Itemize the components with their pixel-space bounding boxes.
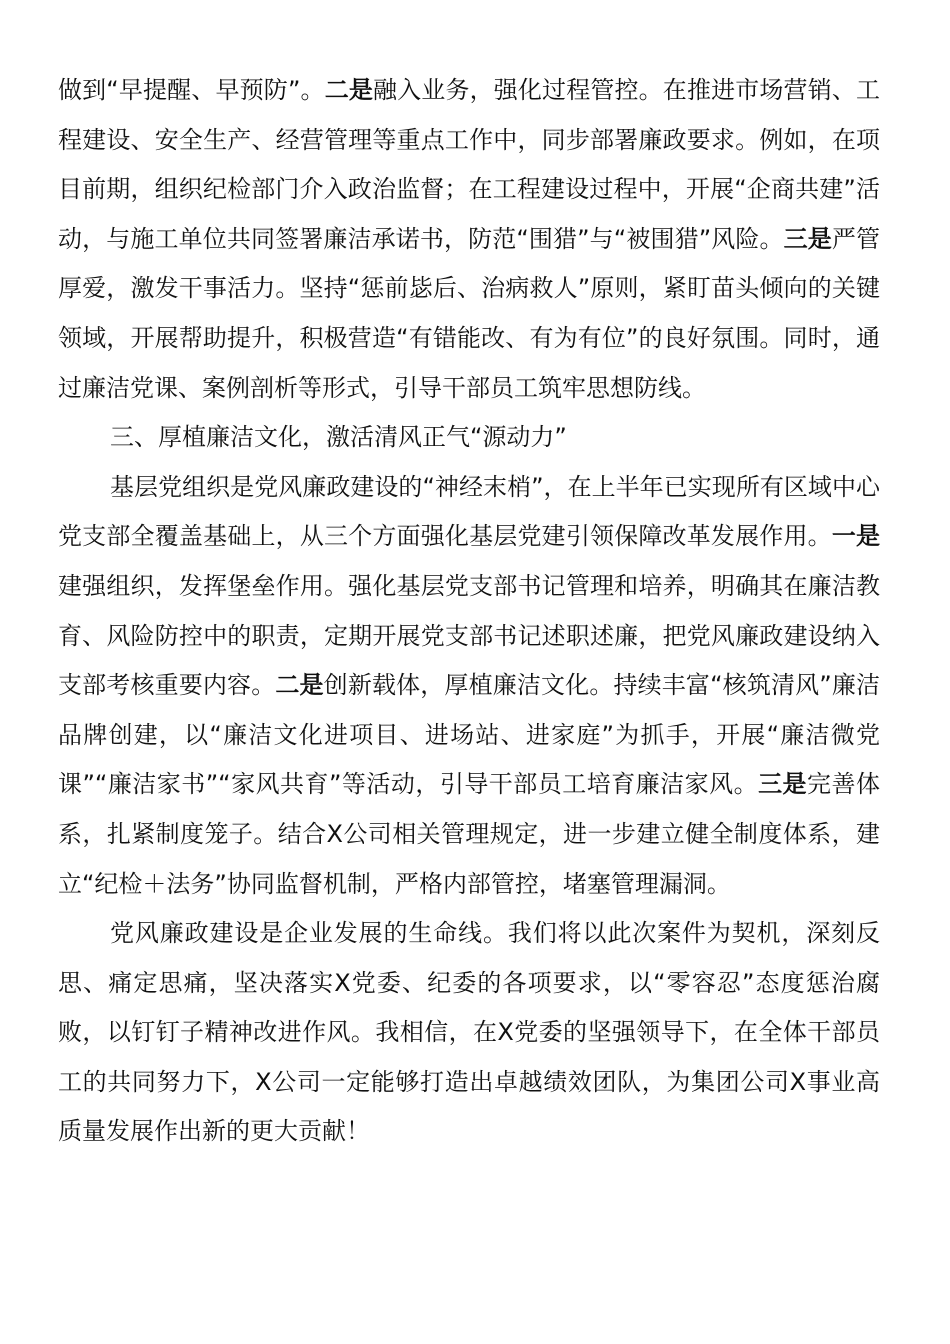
paragraph-continuation [58, 66, 880, 413]
text-run: 基层党组织是党风廉政建设的“神经末梢”，在上半年已实现所有区域中心党支部全覆盖基础上，从三个方面强化基层党建引领保障改革发展作用。 [58, 472, 880, 551]
bold-marker-third: 三是 [758, 770, 808, 799]
bold-marker-third: 三是 [783, 224, 832, 253]
text-run: 创新载体，厚植廉洁文化。持续丰富“核筑清风”廉洁品牌创建，以“廉洁文化进项目、进场站、进家庭”为抓手，开展“廉洁微党课”“廉洁家书”“家风共育”等活动，引导干部员工培育廉洁家风。 [58, 671, 881, 799]
paragraph-grassroots [58, 463, 880, 909]
section-heading: 三、厚植廉洁文化，激活清风正气“源动力” [110, 423, 567, 452]
paragraph-conclusion: 党风廉政建设是企业发展的生命线。我们将以此次案件为契机，深刻反思、痛定思痛，坚决落实X党委、纪委的各项要求，以“零容忍”态度惩治腐败，以钉钉子精神改进作风。我相信，在X党委的坚强领导下，在全体干部员工的共同努力下，X公司一定能够打造出卓越绩效团队，为集团公司X事业高质量发展作出新的更大贡献！ [58, 919, 880, 1146]
bold-marker-second: 二是 [324, 76, 373, 104]
text-run: 融入业务，强化过程管控。在推进市场营销、工程建设、安全生产、经营管理等重点工作中，同步部署廉政要求。例如，在项目前期，组织纪检部门介入政治监督；在工程建设过程中，开展“企商共建”活动，与施工单位共同签署廉洁承诺书，防范“围猎”与“被围猎”风险。 [58, 76, 881, 253]
text-run: 建强组织，发挥堡垒作用。强化基层党支部书记管理和培养，明确其在廉洁教育、风险防控中的职责，定期开展党支部书记述职述廉，把党风廉政建设纳入支部考核重要内容。 [58, 571, 880, 700]
bold-marker-second: 二是 [275, 671, 324, 700]
bold-marker-first: 一是 [831, 522, 881, 551]
text-run: 严管厚爱，激发干事活力。坚持“惩前毖后、治病救人”原则，紧盯苗头倾向的关键领域，开展帮助提升，积极营造“有错能改、有为有位”的良好氛围。同时，通过廉洁党课、案例剖析等形式，引导干部员工筑牢思想防线。 [58, 224, 881, 402]
text-run: 做到“早提醒、早预防”。 [58, 76, 325, 104]
document-page [58, 66, 880, 1157]
text-run: 完善体系，扎紧制度笼子。结合X公司相关管理规定，进一步建立健全制度体系，建立“纪检＋法务”协同监督机制，严格内部管控，堵塞管理漏洞。 [58, 770, 881, 898]
